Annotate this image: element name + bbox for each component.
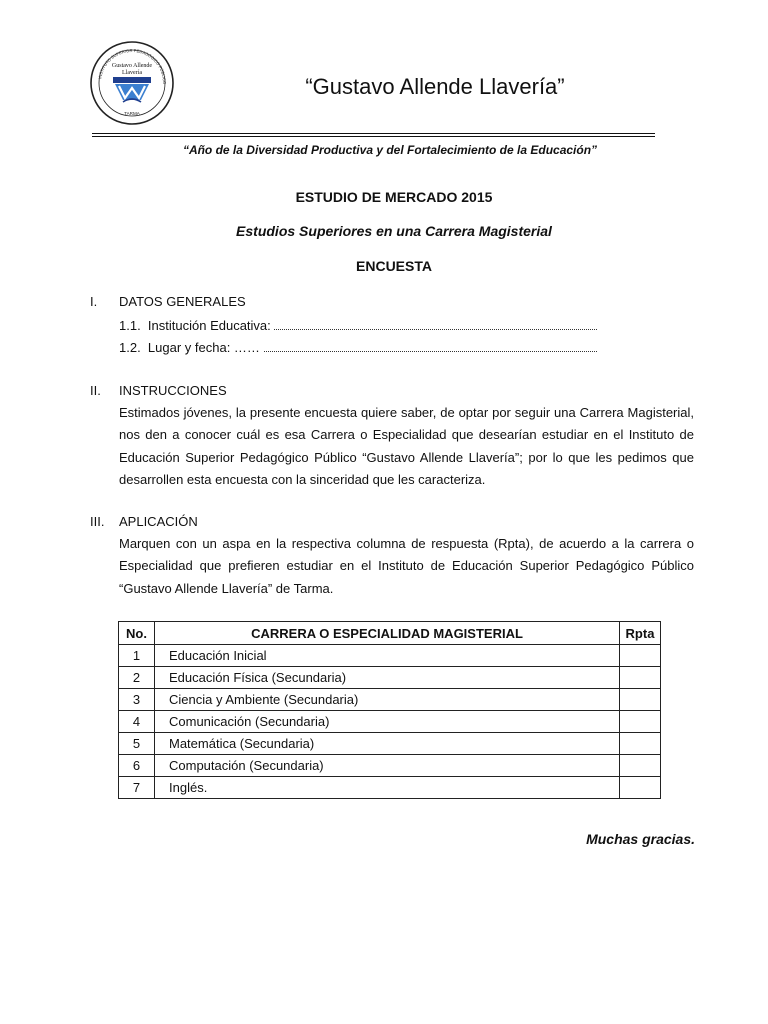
answer-cell[interactable] <box>620 777 661 799</box>
institution-seal-logo <box>89 40 175 126</box>
career-name: Educación Inicial <box>155 645 620 667</box>
section-title: APLICACIÓN <box>119 514 198 529</box>
column-header-career: CARRERA O ESPECIALIDAD MAGISTERIAL <box>155 622 620 645</box>
career-name: Computación (Secundaria) <box>155 755 620 777</box>
field-label: Lugar y fecha: …… <box>147 340 260 355</box>
document-title: ESTUDIO DE MERCADO 2015 <box>295 189 493 205</box>
row-number: 3 <box>119 689 155 711</box>
table-row <box>119 711 661 733</box>
field-label: Institución Educativa: <box>147 318 271 333</box>
paragraph-line: “Gustavo Allende Llavería” de Tarma. <box>119 580 334 596</box>
answer-cell[interactable] <box>620 755 661 777</box>
header-rule-top <box>92 133 655 134</box>
table-header-row <box>119 622 661 645</box>
svg-text:INSTITUTO SUPERIOR PEDAGÓGICO: INSTITUTO SUPERIOR PEDAGÓGICO PÚBLICO <box>97 47 168 85</box>
section-number: II. <box>90 383 101 398</box>
field-lugar-fecha[interactable] <box>119 340 599 355</box>
answer-cell[interactable] <box>620 733 661 755</box>
career-name: Comunicación (Secundaria) <box>155 711 620 733</box>
table-row <box>119 645 661 667</box>
row-number: 7 <box>119 777 155 799</box>
section-number: III. <box>90 514 105 529</box>
table-row <box>119 689 661 711</box>
survey-label: ENCUESTA <box>356 258 432 274</box>
answer-cell[interactable] <box>620 667 661 689</box>
table-row <box>119 755 661 777</box>
field-number: 1.2. <box>119 340 141 355</box>
institution-name: “Gustavo Allende Llavería” <box>305 74 565 99</box>
careers-table <box>118 621 661 799</box>
row-number: 6 <box>119 755 155 777</box>
answer-cell[interactable] <box>620 645 661 667</box>
field-institucion-educativa[interactable] <box>119 318 599 333</box>
paragraph-line: Marquen con un aspa en la respectiva columna de respuesta (Rpta), de acuerdo a la carrera o <box>119 536 694 551</box>
document-subtitle: Estudios Superiores en una Carrera Magisterial <box>236 223 552 239</box>
table-row <box>119 667 661 689</box>
instructions-paragraph <box>119 402 694 491</box>
fill-in-line[interactable] <box>264 342 597 352</box>
seal-city-text: TARMA <box>124 111 140 116</box>
table-row <box>119 777 661 799</box>
application-paragraph <box>119 533 694 600</box>
row-number: 4 <box>119 711 155 733</box>
table-row <box>119 733 661 755</box>
section-title: INSTRUCCIONES <box>119 383 227 398</box>
closing-thanks: Muchas gracias. <box>586 831 695 847</box>
answer-cell[interactable] <box>620 689 661 711</box>
answer-cell[interactable] <box>620 711 661 733</box>
header-rule-bottom <box>92 136 655 137</box>
career-name: Matemática (Secundaria) <box>155 733 620 755</box>
paragraph-line: nos den a conocer cuál es esa Carrera o Especialidad que desearían estudiar en el Instituto de <box>119 427 694 443</box>
career-name: Educación Física (Secundaria) <box>155 667 620 689</box>
career-name: Inglés. <box>155 777 620 799</box>
paragraph-line: Educación Superior Pedagógico Público “Gustavo Allende Llavería”; por lo que les pedimos que <box>119 449 694 465</box>
svg-text:Llavería: Llavería <box>122 70 142 76</box>
section-title: DATOS GENERALES <box>119 294 246 309</box>
row-number: 5 <box>119 733 155 755</box>
year-motto: “Año de la Diversidad Productiva y del Fortalecimiento de la Educación” <box>182 143 598 157</box>
column-header-answer: Rpta <box>620 622 661 645</box>
career-name: Ciencia y Ambiente (Secundaria) <box>155 689 620 711</box>
svg-text:Gustavo Allende: Gustavo Allende <box>111 63 153 69</box>
paragraph-line: desarrollen esta encuesta con la sinceridad que les caracteriza. <box>119 471 486 487</box>
row-number: 2 <box>119 667 155 689</box>
column-header-number: No. <box>119 622 155 645</box>
field-number: 1.1. <box>119 318 141 333</box>
paragraph-line: Especialidad que prefieren estudiar en el Instituto de Educación Superior Pedagógico Público <box>119 558 694 574</box>
section-number: I. <box>90 294 98 309</box>
row-number: 1 <box>119 645 155 667</box>
fill-in-line[interactable] <box>274 320 597 330</box>
paragraph-line: Estimados jóvenes, la presente encuesta quiere saber, de optar por seguir una Carrera Magisterial, <box>119 405 694 420</box>
